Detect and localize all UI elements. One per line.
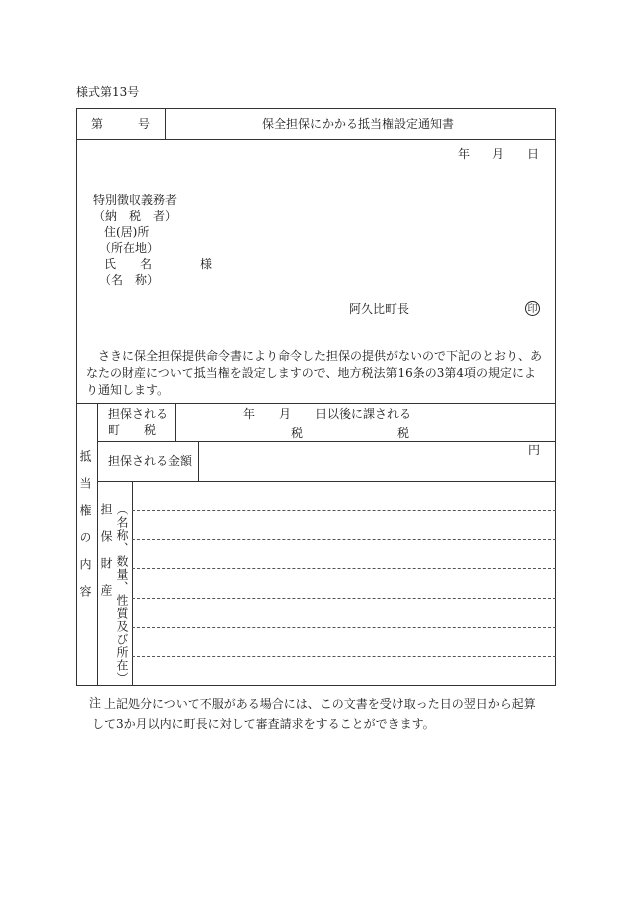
seal-mark: 印 <box>525 301 540 316</box>
issuer-name: 阿久比町長 <box>349 302 410 316</box>
property-line-6 <box>132 656 556 657</box>
recipient-title: 特別徴収義務者 <box>93 193 178 207</box>
date-day: 日 <box>527 147 540 161</box>
property-label: 担保財産 <box>99 503 113 611</box>
note-prefix: 注 <box>89 696 102 710</box>
date-year: 年 <box>458 147 471 161</box>
number-label-go: 号 <box>138 117 151 131</box>
secured-tax-divider <box>175 403 176 441</box>
recipient-honorific: 様 <box>200 257 213 271</box>
tax-unit-1: 税 <box>291 426 304 440</box>
property-line-1 <box>132 510 556 511</box>
secured-tax-label-2: 町 税 <box>108 423 157 437</box>
details-left-column-line <box>97 403 98 686</box>
header-divider <box>76 139 556 140</box>
details-top-line <box>76 403 556 404</box>
number-label-dai: 第 <box>91 117 104 131</box>
amount-label: 担保される金額 <box>108 454 193 468</box>
section-label: 抵当権の内容 <box>78 450 92 612</box>
date-month: 月 <box>492 147 505 161</box>
property-line-4 <box>132 598 556 599</box>
document-title: 保全担保にかかる抵当権設定通知書 <box>262 117 455 131</box>
form-number: 様式第13号 <box>76 85 140 99</box>
secured-tax-text: 年 月 日以後に課される <box>243 407 412 421</box>
recipient-name-label: 氏 名 <box>104 257 153 271</box>
tax-unit-2: 税 <box>397 426 410 440</box>
property-line-2 <box>132 539 556 540</box>
amount-unit: 円 <box>528 443 541 457</box>
recipient-taxpayer: （納 税 者） <box>93 209 178 223</box>
secured-tax-label-1: 担保される <box>108 407 169 421</box>
note-text: 上記処分について不服がある場合には、この文書を受け取った日の翌日から起算して3か月以内に町長に対して審査請求をすることができます。 <box>92 697 536 731</box>
property-line-5 <box>132 627 556 628</box>
row2-bottom-line <box>97 481 556 482</box>
amount-divider <box>198 441 199 481</box>
recipient-location: （所在地） <box>99 241 160 255</box>
body-text: さきに保全担保提供命令書により命令した担保の提供がないので下記のとおり、あなたの財産について抵当権を設定しますので、地方税法第16条の3第4項の規定により通知します。 <box>86 349 543 397</box>
property-sublabel: （名称、数量、性質及び所在） <box>115 503 129 685</box>
header-number-divider <box>165 108 166 139</box>
recipient-corp-name: （名 称） <box>99 273 160 287</box>
row1-bottom-line <box>97 441 556 442</box>
recipient-address: 住(居)所 <box>104 225 150 239</box>
property-line-3 <box>132 568 556 569</box>
